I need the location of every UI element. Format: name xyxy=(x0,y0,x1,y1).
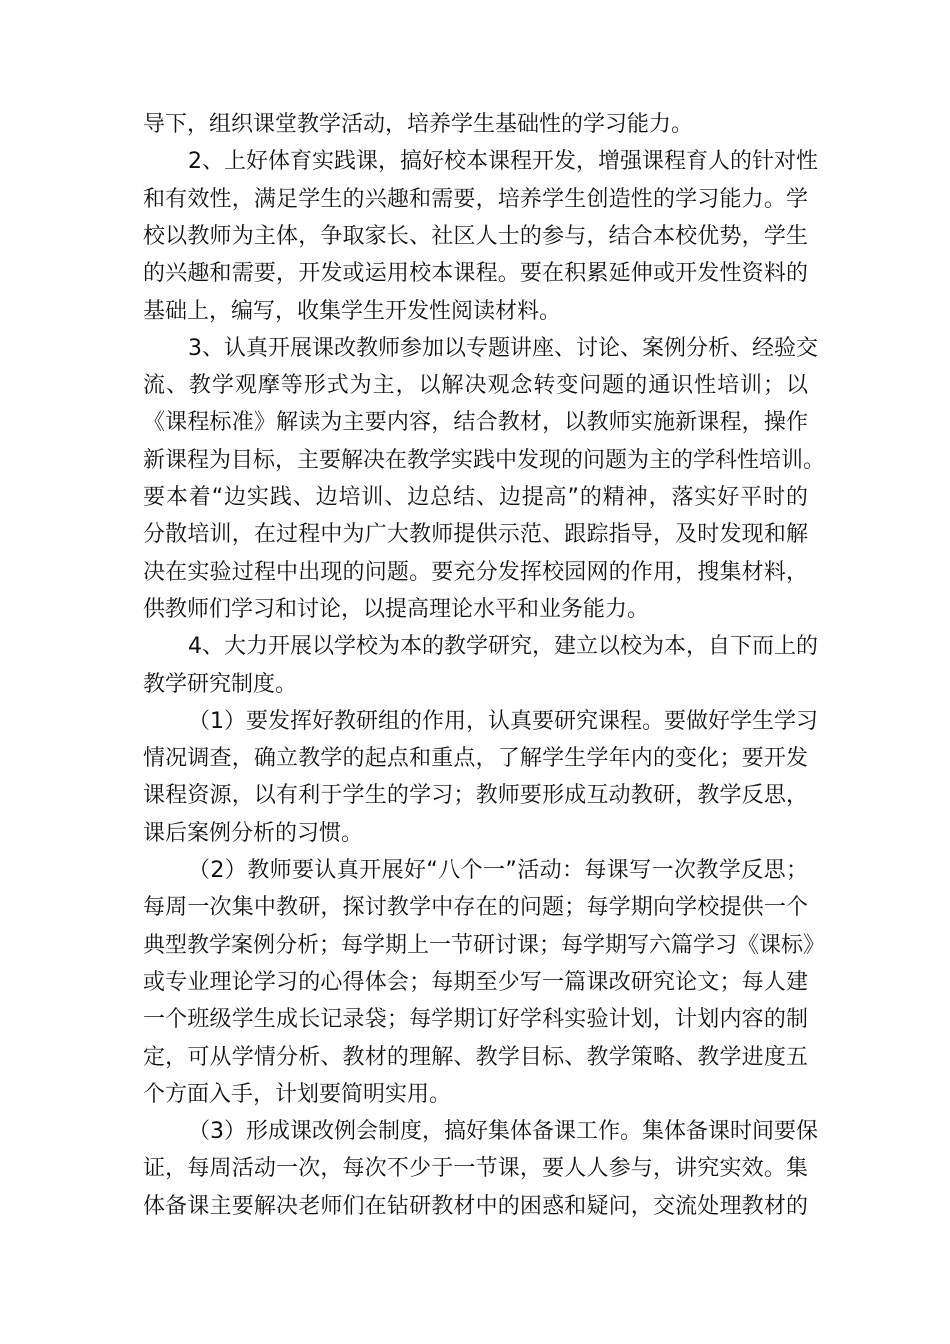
text-line: 流、教学观摩等形式为主，以解决观念转变问题的通识性培训；以 xyxy=(143,373,808,399)
text-line: （2）教师要认真开展好“八个一”活动：每课写一次教学反思； xyxy=(188,858,808,883)
text-line: 或专业理论学习的心得体会；每期至少写一篇课改研究论文；每人建 xyxy=(143,969,808,995)
text-line: 导下，组织课堂教学活动，培养学生基础性的学习能力。 xyxy=(143,112,694,137)
text-line: 课后案例分析的习惯。 xyxy=(143,820,364,846)
text-line: 每周一次集中教研，探讨教学中存在的问题；每学期向学校提供一个 xyxy=(143,895,808,921)
text-line: 教学研究制度。 xyxy=(143,671,298,697)
text-line: 《课程标准》解读为主要内容，结合教材，以教师实施新课程，操作 xyxy=(143,410,808,436)
text-line: 决在实验过程中出现的问题。要充分发挥校园网的作用，搜集材料， xyxy=(143,559,808,585)
text-line: 典型教学案例分析；每学期上一节研讨课；每学期写六篇学习《课标》 xyxy=(143,932,826,958)
text-line: 证，每周活动一次，每次不少于一节课，要人人参与，讲究实效。集 xyxy=(143,1156,808,1182)
text-line: 基础上，编写，收集学生开发性阅读材料。 xyxy=(143,298,562,324)
text-line: 情况调查，确立教学的起点和重点，了解学生学年内的变化；要开发 xyxy=(143,746,808,772)
text-line: 校以教师为主体，争取家长、社区人士的参与，结合本校优势，学生 xyxy=(143,223,808,249)
text-line: 3、认真开展课改教师参加以专题讲座、讨论、案例分析、经验交 xyxy=(188,335,818,361)
text-line: 一个班级学生成长记录袋；每学期订好学科实验计划，计划内容的制 xyxy=(143,1007,808,1033)
text-line: 个方面入手，计划要简明实用。 xyxy=(143,1081,452,1107)
text-line: 的兴趣和需要，开发或运用校本课程。要在积累延伸或开发性资料的 xyxy=(143,261,808,287)
text-line: （3）形成课改例会制度，搞好集体备课工作。集体备课时间要保 xyxy=(188,1119,818,1145)
text-line: 课程资源，以有利于学生的学习；教师要形成互动教研，教学反思， xyxy=(143,783,808,809)
text-line: 体备课主要解决老师们在钻研教材中的困惑和疑问，交流处理教材的 xyxy=(143,1193,808,1219)
text-line: 新课程为目标，主要解决在教学实践中发现的问题为主的学科性培训。 xyxy=(143,447,826,473)
text-line: 4、大力开展以学校为本的教学研究，建立以校为本，自下而上的 xyxy=(188,634,818,660)
text-line: 要本着“边实践、边培训、边总结、边提高”的精神，落实好平时的 xyxy=(143,485,808,510)
text-line: 分散培训，在过程中为广大教师提供示范、跟踪指导，及时发现和解 xyxy=(143,522,808,548)
text-line: 2、上好体育实践课，搞好校本课程开发，增强课程育人的针对性 xyxy=(188,149,818,175)
text-line: 定，可从学情分析、教材的理解、教学目标、教学策略、教学进度五 xyxy=(143,1044,808,1070)
text-line: 供教师们学习和讨论，以提高理论水平和业务能力。 xyxy=(143,596,650,622)
text-line: （1）要发挥好教研组的作用，认真要研究课程。要做好学生学习 xyxy=(188,708,818,734)
text-line: 和有效性，满足学生的兴趣和需要，培养学生创造性的学习能力。学 xyxy=(143,186,808,212)
